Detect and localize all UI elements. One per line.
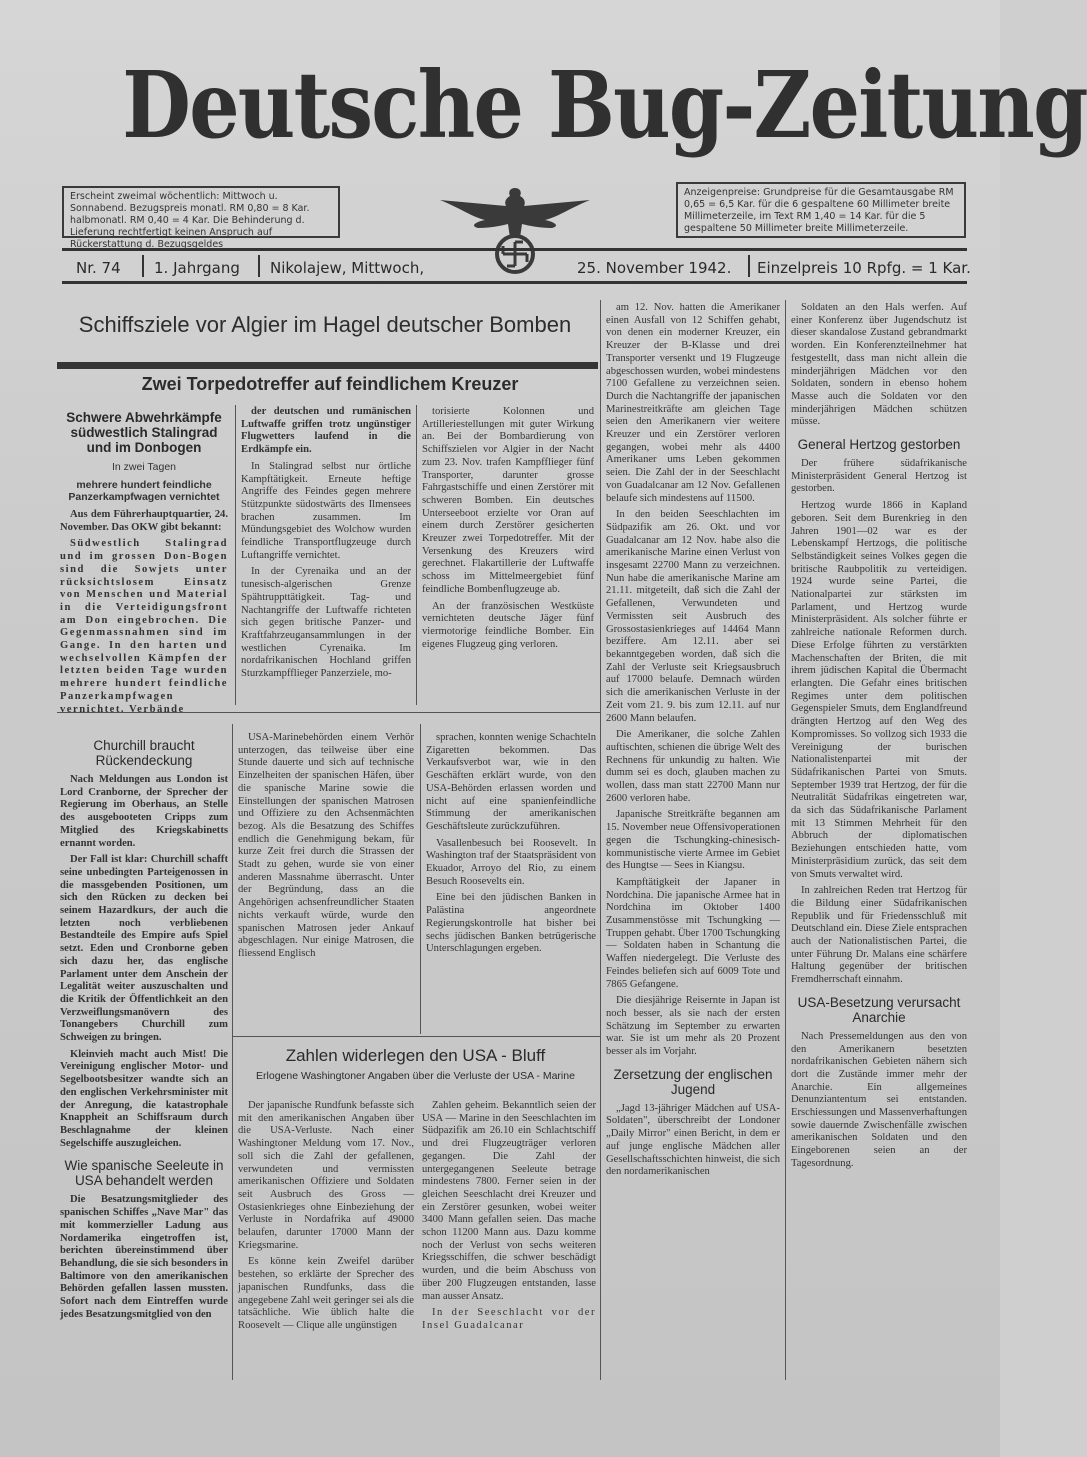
- article-title: General Hertzog gestorben: [797, 437, 961, 453]
- issue-number: Nr. 74: [76, 259, 121, 277]
- article-title: Zersetzung der englischen Jugend: [613, 1066, 773, 1097]
- article-col2: [241, 406, 411, 706]
- article-paragraph: Nach Pressemeldungen aus den von den Amerikanern besetzten nordafrikanischen Gebieten nähern sich dort die Zustände immer mehr der Anarchie. Ein allgemeines Denunziantentum sei entstanden. Erschiessungen und Massenverhaftungen sowie dauernde Zwischenfälle zwischen amerikanischen Soldaten und den Eingeborenen seien an der Tagesordnung.: [791, 1030, 967, 1169]
- article-paragraph: Kleinvieh macht auch Mist! Die Vereinigung englischer Motor- und Segelbootsbesitzer wandte sich an den englischen Verkehrsminister mit der Anregung, die katastrophale Knappheit an Schiffsraum durch Beschlagnahme der kleinen Segelschiffe auszugleichen.: [60, 1048, 228, 1149]
- masthead: Deutsche Bug-Zeitung: [122, 51, 1087, 159]
- article-paragraph: Nach Meldungen aus London ist Lord Cranborne, der Sprecher der Regierung im Oberhaus, an Stelle des ausgebooteten Cripps zum Mitglied des Kriegskabinetts ernannt worden.: [60, 774, 228, 849]
- article-title: Schwere Abwehrkämpfe südwestlich Stalingrad und im Donbogen: [66, 410, 222, 455]
- article-paragraph: Die Amerikaner, die solche Zahlen auftischten, schienen die übrige Welt des Rechnens für unkundig zu halten. Wie dumm sei es doch, glauben machen zu wollen, dass man statt 22700 Mann nur 2600 verloren habe.: [606, 729, 780, 804]
- zahlen-col-left: [238, 1100, 414, 1380]
- article-paragraph: Der frühere südafrikanische Ministerpräsident General Hertzog ist gestorben.: [791, 458, 967, 495]
- article-paragraph: am 12. Nov. hatten die Amerikaner einen Ausfall von 12 Schiffen gehabt, von denen ein moderner Kreuzer, ein Kreuzer der B-Klasse und drei Transporter versenkt und 19 Flugzeuge abgeschossen wurden, wobei mindestens 7100 Gefallene zu verzeichnen seien. Durch die Nachtangriffe der japanischen Marinestreitkräfte am gleichen Tage seien den Amerikanern vier weitere Kreuzer und ein Zerstörer verloren gegangen, wobei mehr als 4400 Amerikaner ums Leben gekommen seien. Die Zahl der in der Seeschlacht von Guadalcanar am 12 Nov. Gefallenen belaufe sich mindestens auf 11500.: [606, 302, 780, 504]
- article-paragraph: Südwestlich Stalingrad und im grossen Don-Bogen sind die Sowjets unter rücksichtslosem Einsatz von Menschen und Material in die Verteidigungsfront am Don eingebrochen. Die Gegenmassnahmen sind im Gange. In den harten und wechselvollen Kämpfen der letzten beiden Tage wurden mehrere hundert feindliche Panzerkampfwagen vernichtet. Verbände: [60, 538, 228, 715]
- article-paragraph: Es könne kein Zweifel darüber bestehen, so erklärte der Sprecher des japanischen Rundfunks, dass die angegebene Zahl weit geringer sei als die tatsächliche. Wie üblich halte die Roosevelt — Clique alle ungünstigen: [238, 1256, 414, 1331]
- article-paragraph: Eine bei den jüdischen Banken in Palästina angeordnete Regierungskontrolle hat bisher bei sechs jüdischen Banken betrügerische Unterschlagungen ergeben.: [426, 892, 596, 955]
- article-col3: [422, 406, 594, 706]
- ad-prices-box: Anzeigenpreise: Grundpreise für die Gesamtausgabe RM 0,65 = 6,5 Kar. für die 6 gespaltene 60 Millimeter breite Millimeterzeile, im Text RM 1,40 = 14 Kar. für die 5 gespaltene 50 Millimeter breite Millimeterzeile.: [676, 182, 966, 238]
- article-paragraph: An der französischen Westküste vernichteten deutsche Jäger fünf viermotorige feindliche Bomber. Ein eigenes Flugzeug ging verloren.: [422, 600, 594, 650]
- article-paragraph: In der Cyrenaika und an der tunesisch-algerischen Grenze Spähtruppttätigkeit. Tag- und Nachtangriffe der Luftwaffe richteten sich gegen britische Panzer- und Kraftfahrzeugansammlungen in der westlichen Cyrenaika. Im nordafrikanischen Hochland griffen Sturzkampfflieger Panzerziele, mo-: [241, 566, 411, 680]
- issue-date: 25. November 1942.: [577, 259, 732, 277]
- article-subtitle: Erlogene Washingtoner Angaben über die Verluste der USA - Marine: [256, 1070, 575, 1082]
- article-col1: [60, 406, 228, 715]
- article-title: Zahlen widerlegen den USA - Bluff: [285, 1046, 546, 1065]
- separator: [258, 255, 260, 277]
- main-headline: Schiffsziele vor Algier im Hagel deutscher Bomben: [78, 312, 572, 337]
- zahlen-header: [233, 1046, 598, 1082]
- column-rule: [600, 300, 601, 1380]
- article-paragraph: In Stalingrad selbst nur örtliche Kampftätigkeit. Erneute heftige Angriffe des Feindes gegen mehrere Stützpunkte südostwärts des Ilmensees brachen zusammen. Im Mündungsgebiet des Wolchow wurden feindliche Transportflugzeuge durch Luftangriffe vernichtet.: [241, 460, 411, 561]
- article-paragraph: Der japanische Rundfunk befasste sich mit den amerikanischen Angaben über die USA-Verluste. Nach einer Washingtoner Meldung vom 17. Nov., soll sich die Zahl der gefallenen, verwundeten und vermissten amerikanischen Offiziere und Soldaten seit Ausbruch des Gross — Ostasienkrieges ohne Einbeziehung der Verluste in Nordafrika auf 49000 belaufen, darunter 17000 Mann der Kriegsmarine.: [238, 1100, 414, 1251]
- headline-rule: [57, 362, 598, 369]
- article-paragraph: Hertzog wurde 1866 in Kapland geboren. Seit dem Burenkrieg in den Jahren 1901—02 war es der Lebenskampf Hertzogs, die politische Selbständigkeit seines Volkes gegen die britische Raubpolitik zu verteidigen. 1924 wurde seine Partei, die Nationalpartei zur stärksten im Parlament, und Hertzog wurde Ministerpräsident. Als solcher führte er zahlreiche nationale Reformen durch. Diese Erfolge führten zu verstärkten Machenschaften der Briten, die mit ihrem jüdischen Kapital die Übermacht erlangten. Die Gefahr eines britischen Regimes unter dem politischen Gegenspieler Smuts, dem Englandfreund drängten Hertzog auf den Weg des Kompromisses. So vollzog sich 1933 die Vereinigung der burischen Nationalistenpartei mit der Südafrikanischen Partei von Smuts. September 1939 trat Hertzog, der für die Neutralität Südafrikas eingetreten war, da sich das Südafrikanische Parlament mit 13 Stimmen Mehrheit für den Abbruch der diplomatischen Beziehungen entschieden hatte, vom Ministerpräsidium zurück, das seit dem von Smuts verwaltet wird.: [791, 500, 967, 880]
- article-col5: [791, 302, 967, 1382]
- article-paragraph: Zahlen geheim. Bekanntlich seien der USA — Marine in den Seeschlachten im Südpazifik am 26.10 ein Schlachtschiff und drei Flugzeugträger verloren gegangen. Die Zahl der untergegangenen Seeleute betrage mindestens 7800. Ferner seien in der gleichen Seeschlacht drei Kreuzer und ein Zerstörer gesunken, wobei weiter 3400 Mann gefallen seien. Das mache schon 11200 Mann aus. Dazu komme noch der Verlust von sechs weiteren Kriegsschiffen, die schwer beschädigt wurden, und die beim Abschuss von über 200 Flugzeugen entstanden, lasse man ausser Ansatz.: [422, 1100, 596, 1302]
- article-title: Wie spanische Seeleute in USA behandelt werden: [64, 1158, 224, 1189]
- column-rule: [235, 405, 236, 705]
- article-paragraph: Die Besatzungsmitglieder des spanischen Schiffes „Nave Mar" das mit kommerzieller Ladung aus Nordamerika eingetroffen ist, berichten übereinstimmend über Behandlung, die sie sich besonders in Baltimore von den amerikanischen Behörden gefallen lassen mussten. Sofort nach dem Eintreffen wurde jedes Besatzungsmitglied von den: [60, 1194, 228, 1320]
- article-lower-col1: [60, 730, 228, 1380]
- article-paragraph: „Jagd 13-jähriger Mädchen auf USA-Soldaten", überschreibt der Londoner „Daily Mirror" einen Bericht, in dem er auf junge englische Mädchen aller Gesellschaftsschichten hinweist, die sich den nordamerikanischen: [606, 1102, 780, 1178]
- article-paragraph: torisierte Kolonnen und Artilleriestellungen mit guter Wirkung an. Bei der Bombardierung von Schiffszielen vor Algier in der Nacht zum 23. Nov. trafen Kampfflieger fünf Transporter, darunter grosse Fahrgastschiffe und einen Zerstörer mit schweren Bomben. Ein deutsches Unterseeboot erzielte vor Oran auf einem durch Zerstörer gesicherten Kreuzer zwei Torpedotreffer. Mit der Versenkung des Kreuzers wird gerechnet. Flakartillerie der Luftwaffe schoss im Mittelmeergebiet fünf feindliche Bombenflugzeuge ab.: [422, 406, 594, 595]
- article-title: Churchill braucht Rückendeckung: [93, 738, 195, 768]
- column-rule: [416, 405, 417, 705]
- article-lower-col2: [238, 732, 414, 1034]
- article-paragraph: Vasallenbesuch bei Roosevelt. In Washington traf der Staatspräsident von Ekuador, Arroyo del Rio, zu einem Besuch Roosevelts ein.: [426, 837, 596, 887]
- column-rule: [785, 300, 786, 1380]
- article-lower-col3: [426, 732, 596, 1034]
- column-rule: [420, 724, 421, 1034]
- article-paragraph: Die diesjährige Reisernte in Japan ist noch besser, als sie nach der ersten Schätzung im September zu erwarten war. Sie ist um mehr als 20 Prozent besser als im Vorjahr.: [606, 995, 780, 1058]
- article-paragraph: In den beiden Seeschlachten im Südpazifik am 26. Okt. und vor Guadalcanar am 12 Nov. habe also die amerikanische Marine einen Verlust von insgesamt 22700 Mann zu verzeichnen. Nun habe die amerikanische Marine am 21.11. mitgeteilt, daß sich die Zahl der Gefallenen, Verwundeten und Vermissten seit Ausbruch des Grossostasienkrieges auf 14464 Mann beziffere. Am 12.11. aber sei bekanntgegeben worden, daß sich die Zahl der Verluste seit Kriegsausbruch auf 17000 belaufe. Demnach würden sich die amerikanischen Verluste in der Zeit vom 21. 9. bis zum 12.11. auf nur 2600 Mann belaufen.: [606, 509, 780, 724]
- article-col4: [606, 302, 780, 1382]
- article-paragraph: Aus dem Führerhauptquartier, 24. November. Das OKW gibt bekannt:: [60, 509, 228, 533]
- article-subtitle: In zwei Tagen: [111, 461, 176, 473]
- article-paragraph: der deutschen und rumänischen Luftwaffe griffen trotz ungünstiger Flugwetters laufend in die Erdkämpfe ein.: [241, 406, 411, 456]
- article-paragraph: sprachen, konnten wenige Schachteln Zigaretten bekommen. Das Verkaufsverbot war, wie in den Geschäften erklärt wurde, von den USA-Behörden erlassen worden und nicht auf eine spanienfeindliche Stimmung der amerikanischen Geschäftsleute zurückzuführen.: [426, 732, 596, 832]
- article-subtitle: mehrere hundert feindliche Panzerkampfwagen vernichtet: [68, 479, 220, 503]
- article-paragraph: USA-Marinebehörden einem Verhör unterzogen, das teilweise über eine Stunde dauerte und sich auf technische Einzelheiten der spanischen Häfen, über die spanische Marine sowie die Einstellungen der spanischen Matrosen und Offiziere zu den Achsenmächten bezog. Als die Besatzung des Schiffes endlich die Genehmigung bekam, für kurze Zeit frei durch die Strassen der Stadt zu gehen, wurde sie von einer anderen Massnahme überrascht. Unter der Begründung, dass an die Angehörigen achsenfreundlicher Staaten nichts verkauft würde, wurde den spanischen Matrosen jeder Ankauf abgeschlagen. Nur einige Matrosen, die fliessend Englisch: [238, 732, 414, 959]
- zahlen-col-right: [422, 1100, 596, 1380]
- issue-price: Einzelpreis 10 Rpfg. = 1 Kar.: [757, 259, 971, 277]
- subscription-box: Erscheint zweimal wöchentlich: Mittwoch u. Sonnabend. Bezugspreis monatl. RM 0,80 = 8 Kar. halbmonatl. RM 0,40 = 4 Kar. Die Behinderung d. Lieferung rechtfertigt keinen Anspruch auf Rückerstattung d. Bezugsgeldes: [62, 186, 340, 238]
- article-paragraph: Kampftätigkeit der Japaner in Nordchina. Die japanische Armee hat in Nordchina im Oktober 1400 Zusammenstösse mit Tschungking — Truppen gehabt. Über 1700 Tschungking — Soldaten haben in Schantung die Waffen niedergelegt. Die Verluste des Feindes beliefen sich auf 6009 Tote und 7865 Gefangene.: [606, 876, 780, 990]
- separator: [748, 255, 750, 277]
- article-paragraph: In zahlreichen Reden trat Hertzog für die Bildung einer Südafrikanischen Republik und für Friedensschluß mit Deutschland ein. Diese Ziele entsprachen auch der Nationalistischen Partei, die unter Führung Dr. Malans eine schärfere Haltung gegenüber der britischen Fremdherrschaft einnahm.: [791, 885, 967, 986]
- article-paragraph: Japanische Streitkräfte begannen am 15. November neue Offensivoperationen gegen die Tschungking-chinesisch-kommunistische vierte Armee im Gebiet des Hungtse — Sees in Kiangsu.: [606, 809, 780, 872]
- article-paragraph: Soldaten an den Hals werfen. Auf einer Konferenz über Jugendschutz ist dieser skandalose Zustand gebrandmarkt worden. Ein Konferenzteilnehmer hat festgestellt, dass man nicht allein die minderjährigen Mädchen vor den Soldaten, sondern in ebenso hohem Masse auch die Soldaten vor den minderjährigen Mädchen schützen müsse.: [791, 302, 967, 428]
- place-day: Nikolajew, Mittwoch,: [270, 259, 425, 277]
- sub-headline: Zwei Torpedotreffer auf feindlichem Kreuzer: [141, 374, 519, 394]
- separator: [142, 255, 144, 277]
- section-rule: [233, 1036, 600, 1037]
- volume: 1. Jahrgang: [154, 259, 240, 277]
- article-title: USA-Besetzung verursacht Anarchie: [797, 994, 961, 1025]
- issue-info-bar: [62, 248, 971, 284]
- article-paragraph: Der Fall ist klar: Churchill schafft seine unbedingten Parteigenossen in die massgebenden Positionen, um sich den Rücken zu decken bei seinem Hazardkurs, der auch die letzten noch verbliebenen Bestandteile des Empire aufs Spiel setzt. Eden und Cronborne geben sich dazu her, das englische Parlament unter dem Anschein der Legalität weiter auszuschalten und die Kritik der Öffentlichkeit an den Verzweiflungsmanövern des Tonangebers Churchill zum Schweigen zu bringen.: [60, 854, 228, 1044]
- article-paragraph: In der Seeschlacht vor der Insel Guadalcanar: [422, 1307, 596, 1331]
